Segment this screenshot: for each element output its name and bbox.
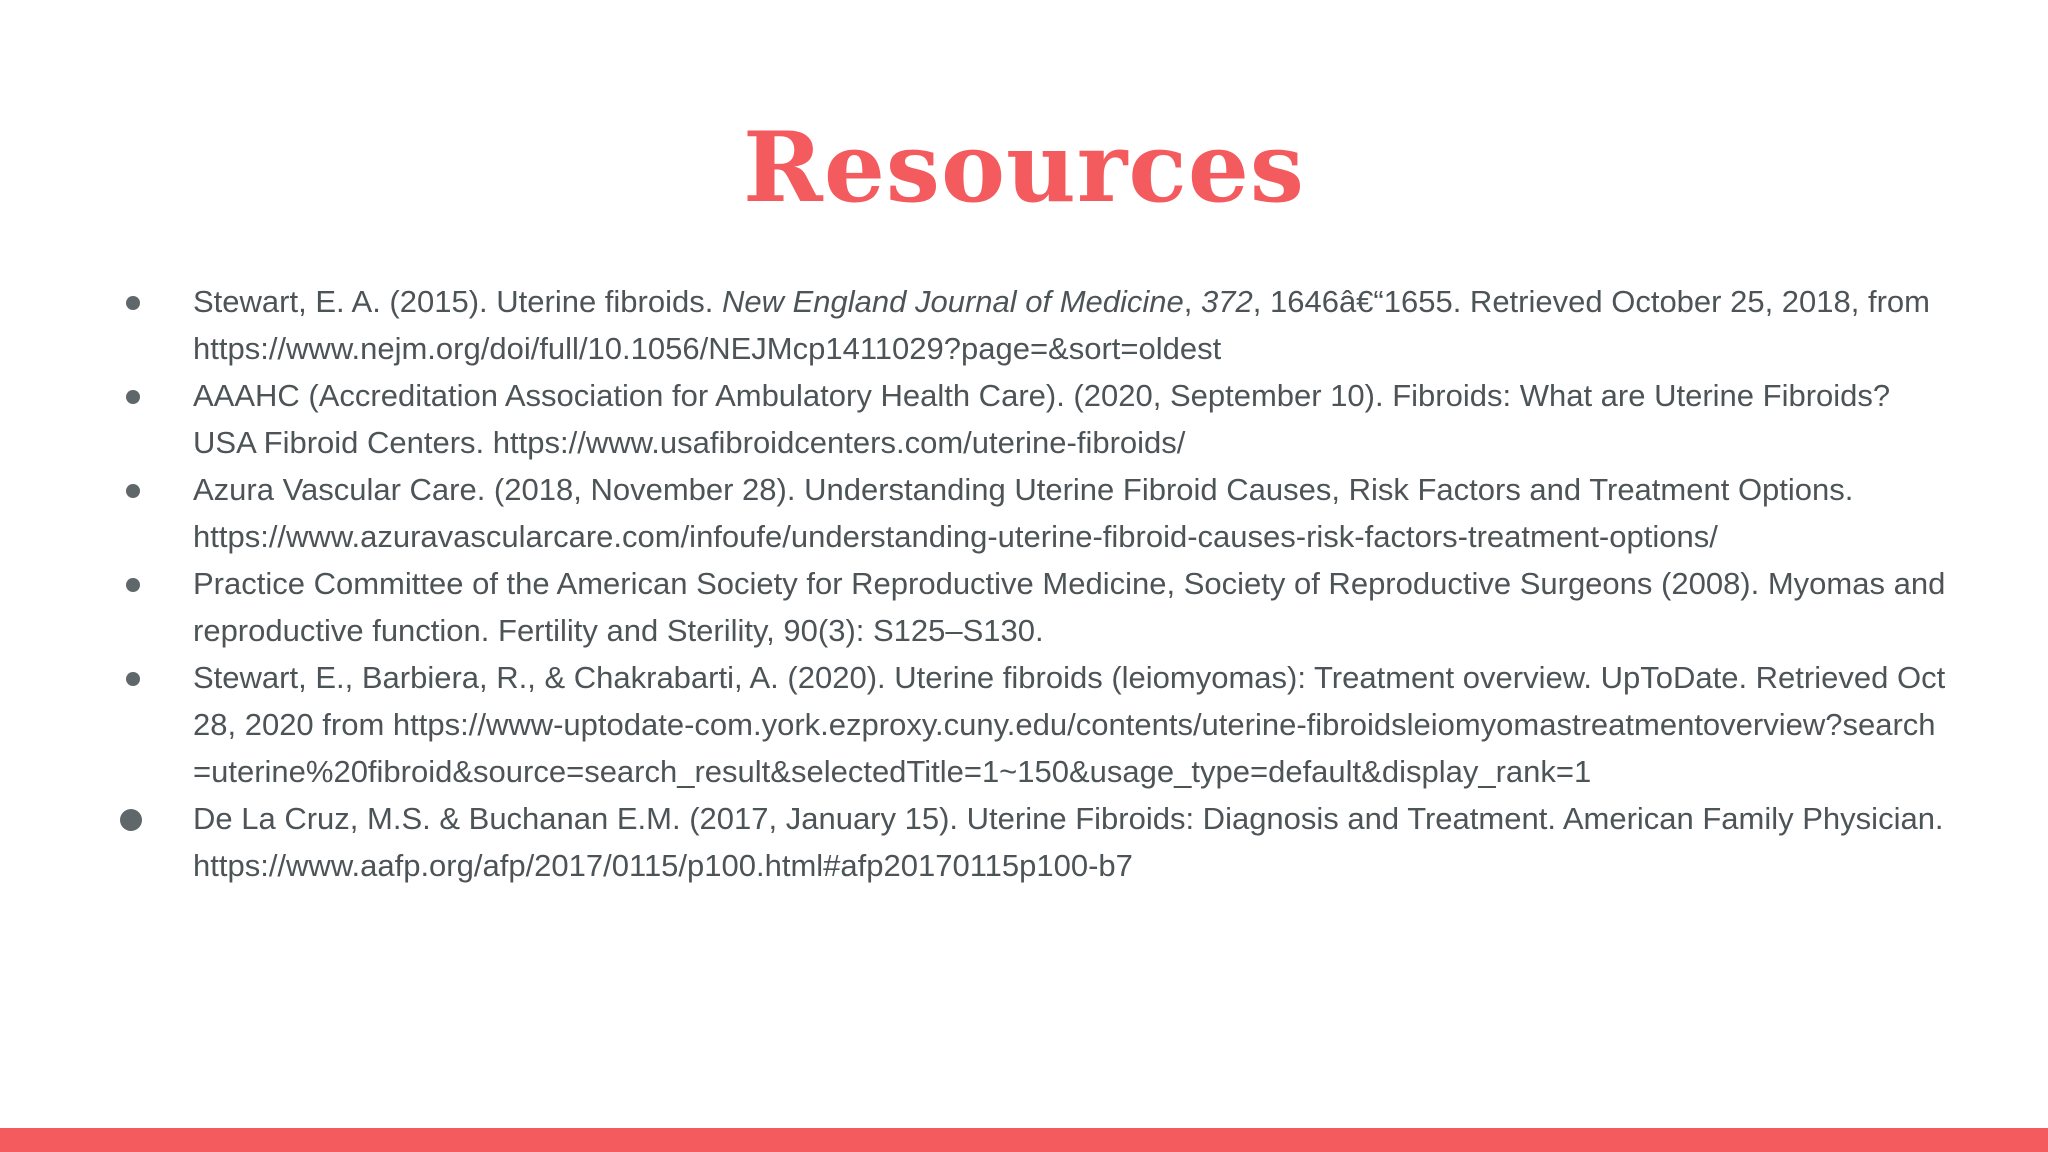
reference-text: Practice Committee of the American Society for Reproductive Medicine, Society of Reproductive Surgeons (2008). Myomas and reproductive function. Fertility and Sterility, 90(3): S125–S130. bbox=[193, 566, 1946, 648]
reference-text: De La Cruz, M.S. & Buchanan E.M. (2017, January 15). Uterine Fibroids: Diagnosis and Treatment. American Family Physician. https://www.aafp.org/afp/2017/0115/p100.html#afp20170115p100-b7 bbox=[193, 801, 1944, 883]
bullet-icon bbox=[126, 296, 140, 310]
reference-item bbox=[120, 466, 1950, 560]
reference-journal: New England Journal of Medicine bbox=[721, 284, 1184, 319]
bullet-icon bbox=[120, 809, 142, 831]
reference-text: AAAHC (Accreditation Association for Ambulatory Health Care). (2020, September 10). Fibroids: What are Uterine Fibroids? USA Fibroid Centers. https://www.usafibroidcenters.com/uterine-fibroids/ bbox=[193, 378, 1891, 460]
reference-item bbox=[120, 654, 1950, 795]
bullet-icon bbox=[126, 578, 140, 592]
reference-text: Stewart, E. A. (2015). Uterine fibroids. bbox=[193, 284, 722, 319]
reference-item bbox=[120, 560, 1950, 654]
bullet-icon bbox=[126, 484, 140, 498]
bottom-accent-bar bbox=[0, 1128, 2048, 1152]
reference-text: , bbox=[1183, 284, 1202, 319]
reference-list bbox=[120, 278, 1950, 889]
reference-text: Azura Vascular Care. (2018, November 28). Understanding Uterine Fibroid Causes, Risk Factors and Treatment Options. https://www.azuravascularcare.com/infoufe/understanding-uterine-fibroid-causes-risk-factors-treatment-options/ bbox=[193, 472, 1854, 554]
reference-item bbox=[120, 372, 1950, 466]
slide-title: Resources bbox=[743, 111, 1305, 224]
reference-item bbox=[120, 278, 1950, 372]
reference-volume: 372 bbox=[1201, 284, 1253, 319]
bullet-icon bbox=[126, 390, 140, 404]
reference-text: , 1646â€“1655. Retrieved October 25, 2018, from https://www.nejm.org/doi/full/10.1056/NEJMcp1411029?page=&sort=oldest bbox=[193, 284, 1930, 366]
reference-text: Stewart, E., Barbiera, R., & Chakrabarti, A. (2020). Uterine fibroids (leiomyomas): Treatment overview. UpToDate. Retrieved Oct 28, 2020 from https://www-uptodate-com.york.ezproxy.cuny.edu/contents/uterine-fibroidsleiomyomastreatmentoverview?search=uterine%20fibroid&source=search_result&selectedTitle=1~150&usage_type=default&display_rank=1 bbox=[193, 660, 1946, 789]
reference-item bbox=[120, 795, 1950, 889]
bullet-icon bbox=[126, 672, 140, 686]
